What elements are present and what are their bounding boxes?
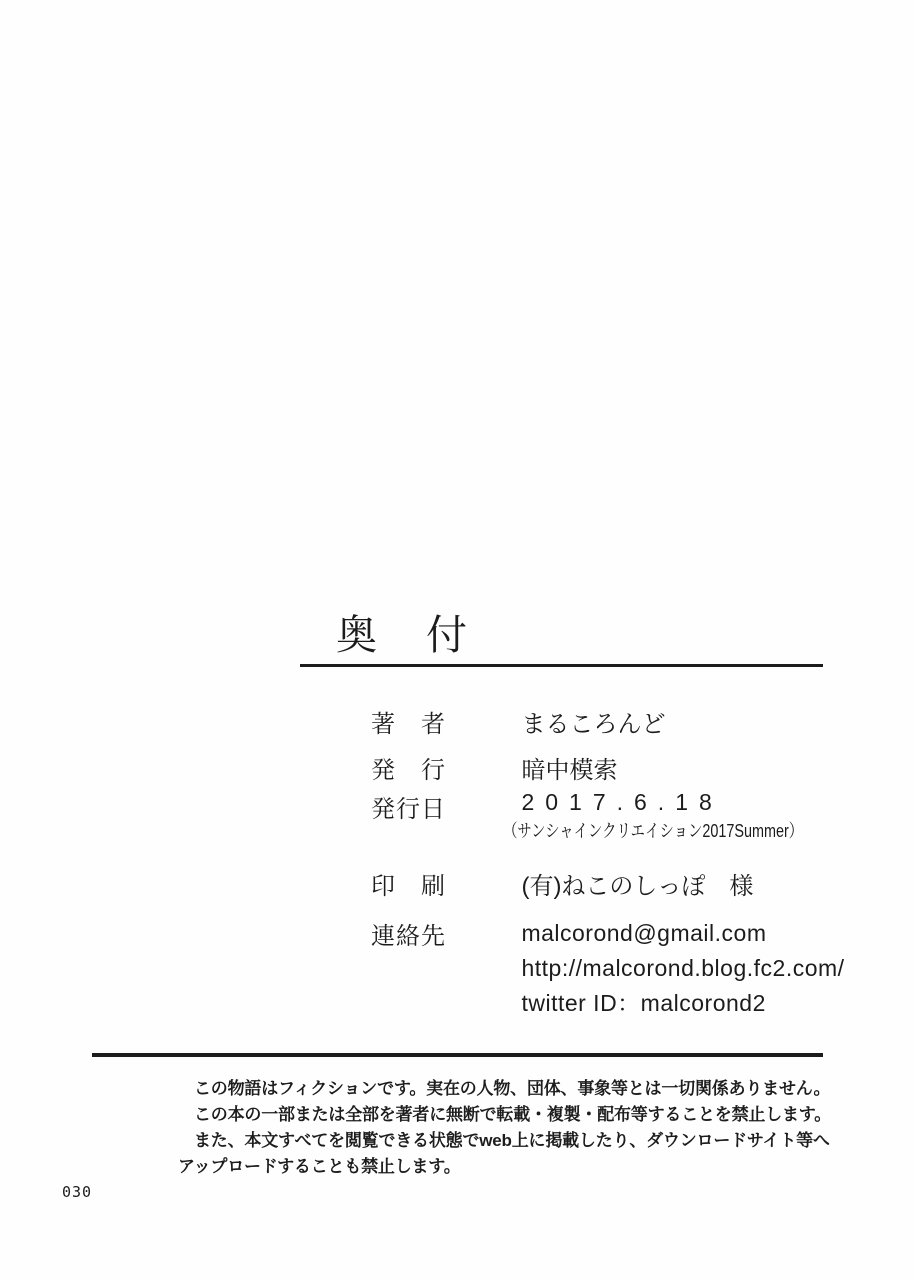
divider-rule — [92, 1053, 823, 1057]
disclaimer-line: この物語はフィクションです。実在の人物、団体、事象等とは一切関係ありません。 — [194, 1079, 831, 1098]
contact-email: malcorond@gmail.com — [521, 920, 767, 946]
credit-value: 暗中模索 — [521, 757, 618, 784]
credit-value: まるころんど — [521, 711, 666, 738]
contact-lines — [521, 916, 844, 1021]
credit-value-date: 2017.6.18 — [521, 789, 723, 815]
credit-row-contact — [371, 916, 845, 1021]
disclaimer-block — [178, 1076, 832, 1180]
page-title: 奥 付 — [336, 612, 471, 658]
credit-row-printer — [371, 866, 753, 901]
credit-label: 発 行 — [371, 757, 446, 784]
credit-label: 著 者 — [371, 711, 446, 738]
credit-label: 発行日 — [371, 796, 446, 823]
event-note: （サンシャインクリエイション2017Summer） — [503, 821, 804, 841]
contact-twitter-id: twitter ID：malcorond2 — [521, 990, 766, 1016]
contact-blog-url: http://malcorond.blog.fc2.com/ — [521, 955, 845, 981]
credit-label: 連絡先 — [371, 923, 446, 950]
credit-label: 印 刷 — [371, 873, 446, 900]
disclaimer-line: この本の一部または全部を著者に無断で転載・複製・配布等することを禁止します。 — [194, 1105, 832, 1124]
disclaimer-line: また、本文すべてを閲覧できる状態でweb上に掲載したり、ダウンロードサイト等へ — [194, 1131, 830, 1150]
title-underline — [300, 664, 823, 667]
credit-row-author — [371, 704, 665, 739]
disclaimer-line: アップロードすることも禁止します。 — [178, 1157, 461, 1176]
page-number: 030 — [62, 1183, 93, 1201]
credit-row-publisher — [371, 750, 617, 785]
credit-value: (有)ねこのしっぽ 様 — [521, 873, 754, 900]
